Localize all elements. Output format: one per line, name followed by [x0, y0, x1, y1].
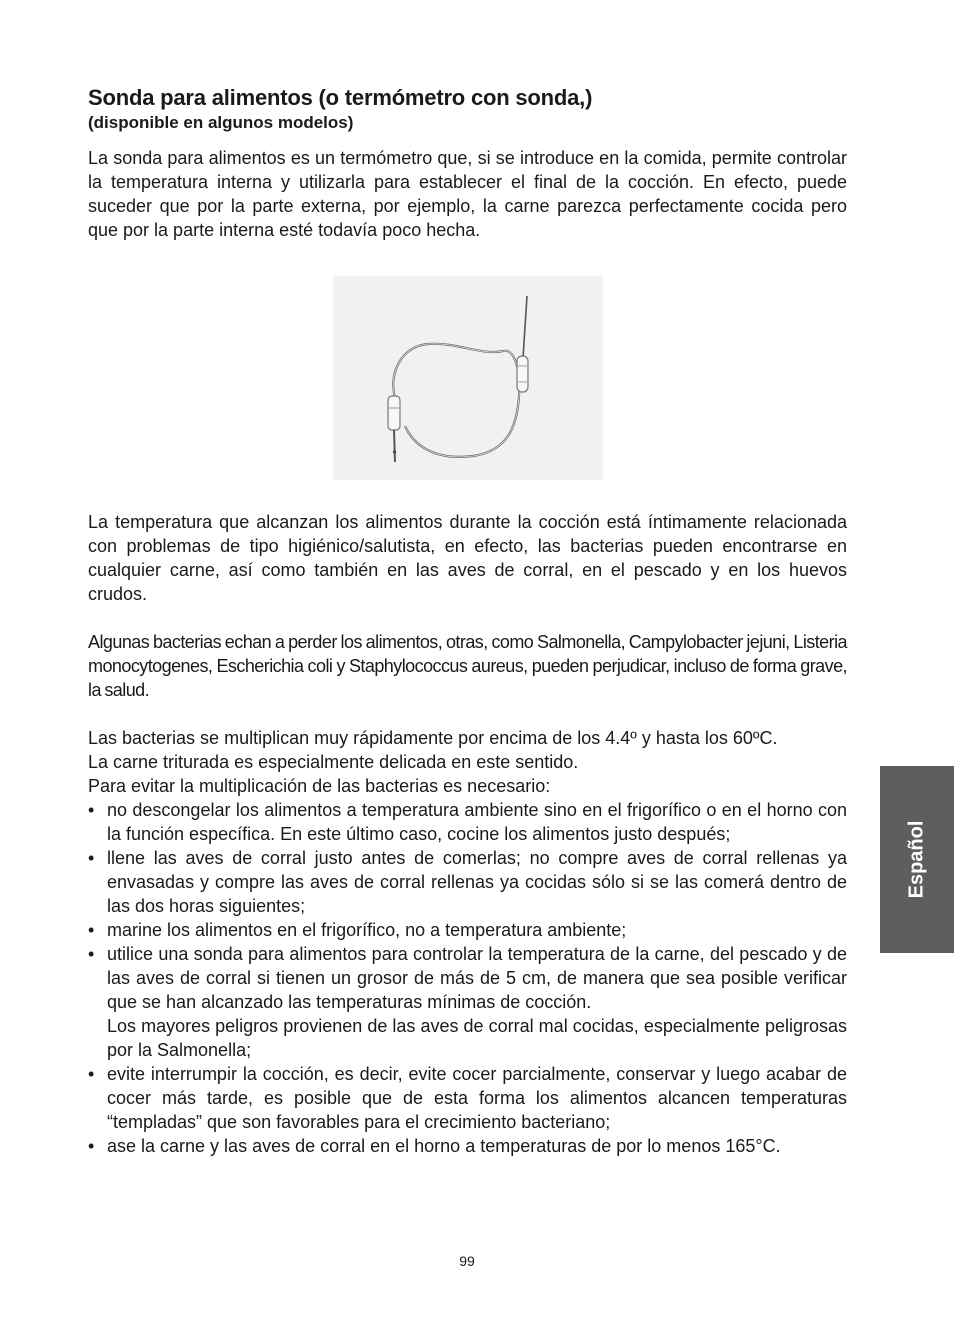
list-item: • no descongelar los alimentos a temperatura ambiente sino en el frigorífico o en el horno con la función específica. En este último caso, cocine los alimentos justo después;	[88, 798, 847, 846]
language-tab	[880, 766, 954, 953]
page-content	[88, 84, 847, 1158]
language-tab-label: Español	[905, 820, 928, 899]
multiply-line-1: Las bacterias se multiplican muy rápidamente por encima de los 4.4º y hasta los 60ºC.	[88, 728, 778, 748]
bacteria-paragraph: Algunas bacterias echan a perder los alimentos, otras, como Salmonella, Campylobacter jejuni, Listeria monocytogenes, Escherichia coli y Staphylococcus aureus, pueden perjudicar, incluso de forma grave, la salud.	[88, 632, 847, 700]
page-subtitle: (disponible en algunos modelos)	[88, 113, 354, 132]
list-item: • marine los alimentos en el frigorífico, no a temperatura ambiente;	[88, 918, 847, 942]
list-item-continuation: Los mayores peligros provienen de las aves de corral mal cocidas, especialmente peligrosas por la Salmonella;	[107, 1016, 847, 1060]
intro-paragraph: La sonda para alimentos es un termómetro que, si se introduce en la comida, permite controlar la temperatura interna y utilizarla para establecer el final de la cocción. En efecto, puede suceder que por la parte externa, por ejemplo, la carne parezca perfectamente cocida pero que por la parte interna esté todavía poco hecha.	[88, 148, 847, 240]
food-probe-image	[333, 276, 603, 480]
list-item: • utilice una sonda para alimentos para controlar la temperatura de la carne, del pescado y de las aves de corral si tienen un grosor de más de 5 cm, de manera que sea posible verificar que se han alcanzado las temperaturas mínimas de cocción.	[88, 942, 847, 1014]
page-number: 99	[459, 1253, 475, 1269]
temperature-paragraph: La temperatura que alcanzan los alimentos durante la cocción está íntimamente relacionada con problemas de tipo higiénico/salutista, en efecto, las bacterias pueden encontrarse en cualquier carne, así como también en las aves de corral, en el pescado y en los huevos crudos.	[88, 512, 847, 604]
list-item: • ase la carne y las aves de corral en el horno a temperaturas de por lo menos 165°C.	[88, 1134, 847, 1158]
list-item: • evite interrumpir la cocción, es decir, evite cocer parcialmente, conservar y luego acabar de cocer más tarde, es posible que de esta forma los alimentos alcancen temperaturas “templadas” que son favorables para el crecimiento bacteriano;	[88, 1062, 847, 1134]
list-item: • llene las aves de corral justo antes de comerlas; no compre aves de corral rellenas ya envasadas y compre las aves de corral rellenas ya cocidas sólo si se las comerá dentro de las dos horas siguientes;	[88, 846, 847, 918]
multiply-line-2: La carne triturada es especialmente delicada en este sentido.	[88, 752, 579, 772]
precautions-list	[88, 798, 847, 1158]
food-probe-thermometer-icon	[333, 276, 603, 480]
page-title: Sonda para alimentos (o termómetro con sonda,)	[88, 85, 593, 110]
multiply-line-3: Para evitar la multiplicación de las bacterias es necesario:	[88, 776, 551, 796]
